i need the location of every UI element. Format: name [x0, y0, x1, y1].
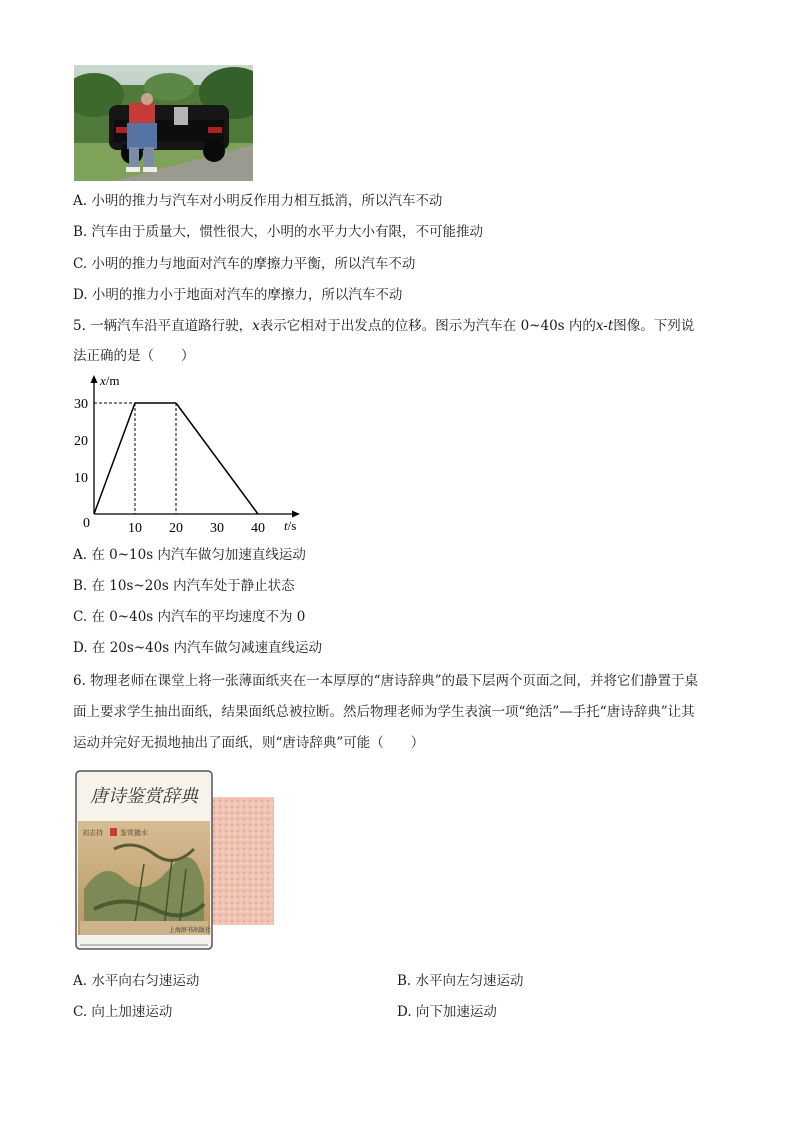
q5-option-a: A. 在 0~10s 内汽车做匀加速直线运动 [73, 547, 306, 563]
y-tick-label-10: 10 [74, 471, 88, 486]
x-tick-labels [128, 521, 265, 536]
y-axis-arrow [91, 375, 98, 383]
q4-option-b: B. 汽车由于质量大，惯性很大，小明的水平力大小有限，不可能推动 [73, 224, 484, 240]
x-axis-var: t [284, 518, 288, 533]
series-segment-2 [176, 403, 258, 514]
red-seal [110, 828, 117, 836]
q5-stem-line2: 法正确的是（ ） [73, 348, 195, 364]
x-tick-label-20: 20 [169, 521, 183, 536]
q6-option-d: D. 向下加速运动 [397, 1004, 497, 1020]
q5-option-d: D. 在 20s~40s 内汽车做匀减速直线运动 [73, 640, 323, 656]
y-axis-label [99, 373, 120, 388]
book-subtitle-2: 鉴赏撮水 [120, 829, 148, 837]
dictionary-book-image [74, 769, 278, 953]
q5-stem-line1 [73, 316, 694, 336]
q5-stem-part-c: 图像。下列说 [613, 318, 695, 334]
origin-label: 0 [83, 516, 90, 531]
q6-option-a: A. 水平向右匀速运动 [73, 973, 200, 989]
x-axis-unit: /s [287, 518, 297, 533]
y-tick-labels [74, 397, 88, 486]
book-publisher: 上海辞书出版社 [169, 928, 212, 934]
q5-var-xt: x-t [595, 318, 614, 334]
x-tick-label-40: 40 [251, 521, 265, 536]
y-tick-label-20: 20 [74, 434, 88, 449]
xt-graph [70, 370, 310, 540]
q6-stem-line3: 运动并完好无损地抽出了面纸，则“唐诗辞典”可能（ ） [73, 735, 425, 751]
x-axis-arrow [292, 511, 300, 518]
dashed-guides [94, 403, 176, 514]
tissue-paper [212, 797, 274, 925]
q6-option-b: B. 水平向左匀速运动 [397, 973, 524, 989]
q6-option-c: C. 向上加速运动 [73, 1004, 173, 1020]
book-title: 唐诗鉴赏辞典 [90, 786, 198, 806]
car-push-photo [74, 65, 253, 181]
x-axis-label [284, 518, 296, 533]
x-tick-label-30: 30 [210, 521, 224, 536]
y-axis-unit: /m [105, 373, 120, 388]
q6-stem-line2: 面上要求学生抽出面纸，结果面纸总被拉断。然后物理老师为学生表演一项“绝活”—手托“唐诗辞典”让其 [73, 704, 695, 720]
q4-option-c: C. 小明的推力与地面对汽车的摩擦力平衡，所以汽车不动 [73, 256, 416, 272]
x-tick-label-10: 10 [128, 521, 142, 536]
q6-stem-line1: 6. 物理老师在课堂上将一张薄面纸夹在一本厚厚的“唐诗辞典”的最下层两个页面之间，并将它们静置于桌 [73, 673, 698, 689]
q5-var-x: x [252, 318, 260, 334]
q5-option-b: B. 在 10s~20s 内汽车处于静止状态 [73, 578, 295, 594]
q5-option-c: C. 在 0~40s 内汽车的平均速度不为 0 [73, 609, 306, 625]
q5-stem-part-a: 5. 一辆汽车沿平直道路行驶， [73, 318, 253, 334]
q4-option-a: A. 小明的推力与汽车对小明反作用力相互抵消，所以汽车不动 [73, 193, 443, 209]
book-subtitle-1: 刘志持 [82, 829, 103, 837]
series-segment-0 [94, 403, 135, 514]
q5-stem-part-b: 表示它相对于出发点的位移。图示为汽车在 0~40s 内的 [259, 318, 596, 334]
q4-option-d: D. 小明的推力小于地面对汽车的摩擦力，所以汽车不动 [73, 287, 403, 303]
y-tick-label-30: 30 [74, 397, 88, 412]
y-axis-var: x [100, 373, 106, 388]
